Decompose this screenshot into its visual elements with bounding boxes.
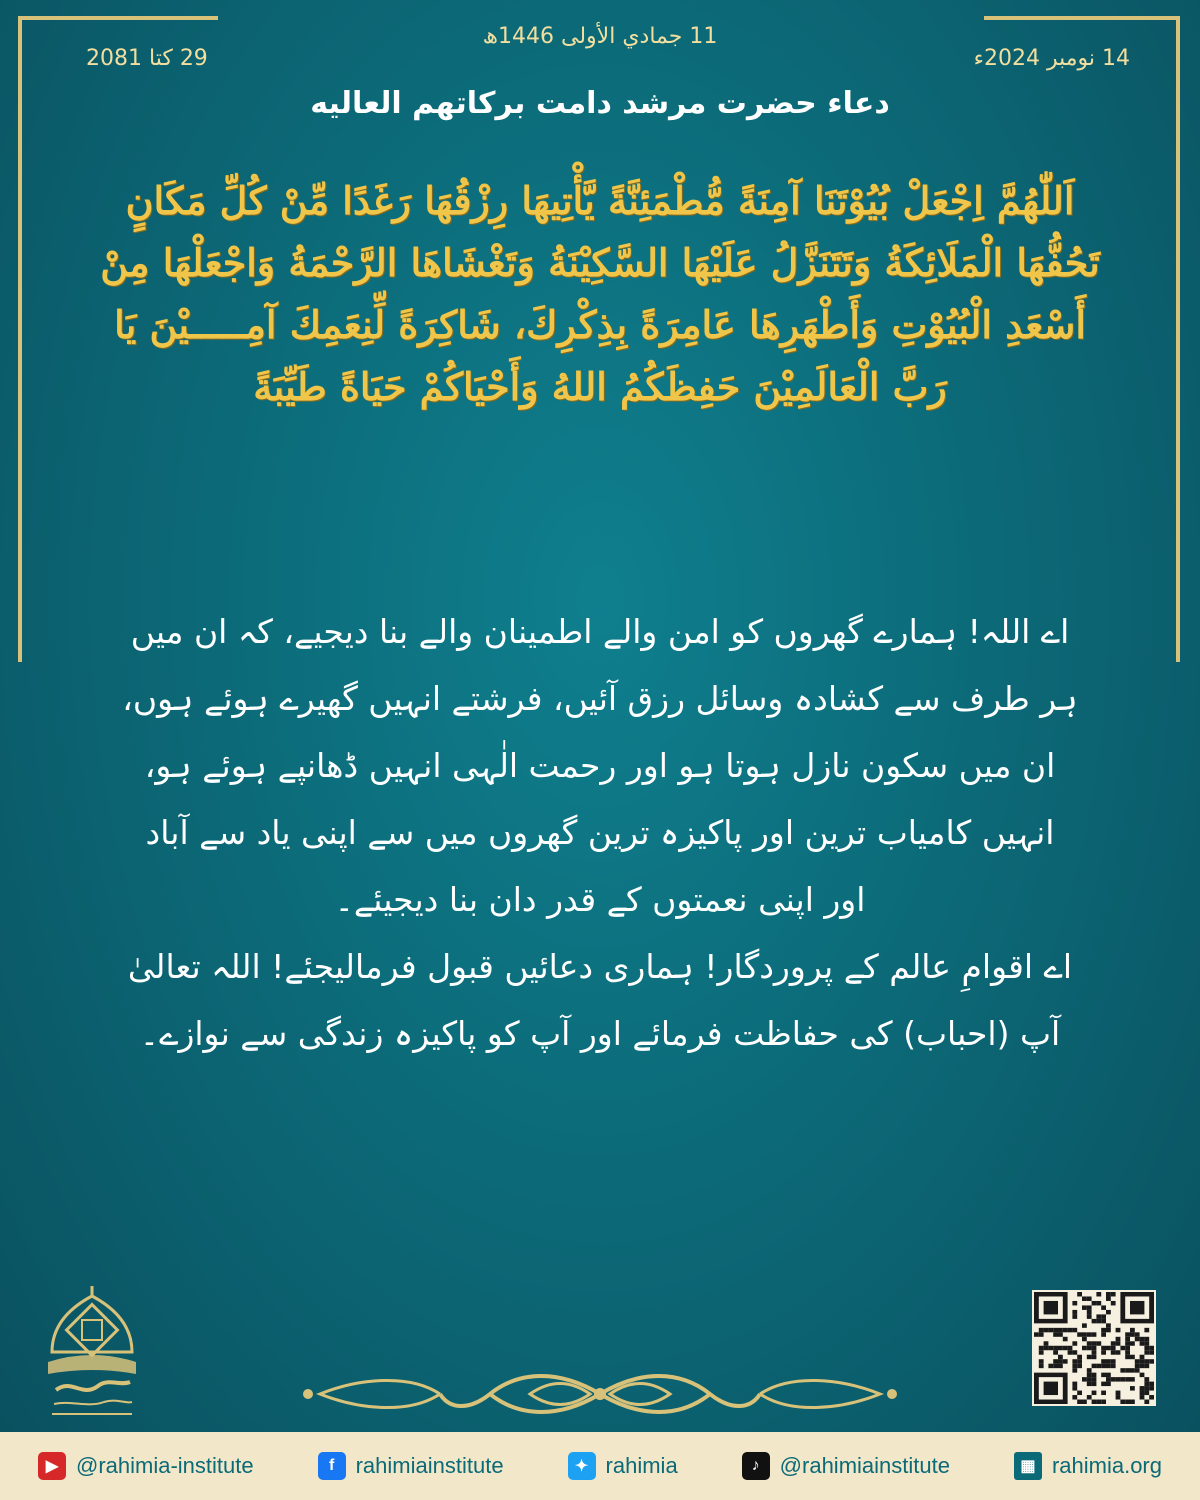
social-footer: [0, 1432, 1200, 1500]
frame-top-right: [984, 16, 1180, 20]
website-handle: rahimia.org: [1051, 1453, 1162, 1478]
twitter-link[interactable]: [568, 1452, 678, 1480]
gregorian-date: 14 نومبر 2024ء: [973, 46, 1130, 71]
rahimia-emblem-icon: [42, 1282, 142, 1432]
bikrami-date: 29 کتا 2081: [86, 46, 208, 71]
facebook-icon: f: [318, 1452, 346, 1480]
urdu-translation: [120, 598, 1080, 1067]
website-link[interactable]: [1014, 1452, 1162, 1480]
facebook-handle: rahimiainstitute: [355, 1453, 504, 1478]
tiktok-handle: @rahimiainstitute: [779, 1453, 950, 1478]
website-icon: ▦: [1014, 1452, 1042, 1480]
ornament-divider-icon: [300, 1366, 900, 1422]
arabic-prayer: اَللّٰهُمَّ اِجْعَلْ بُيُوْتَنَا آمِنَةً مُّطْمَئِنَّةً يَّأْتِيهَا رِزْقُهَا رَغَدًا مِّنْ كُلِّ مَكَانٍ تَحُفُّهَا الْمَلَائِكَةُ وَتَتَنَزَّلُ عَلَيْهَا السَّكِيْنَةُ وَتَغْشَاهَا الرَّحْمَةُ وَاجْعَلْهَا مِنْ أَسْعَدِ الْبُيُوْتِ وَأَطْهَرِهَا عَامِرَةً بِذِكْرِكَ، شَاكِرَةً لِّنِعَمِكَ آمِـــــيْنَ يَا رَبَّ الْعَالَمِيْنَ حَفِظَكُمُ اللهُ وَأَحْيَاكُمْ حَيَاةً طَيِّبَةً: [100, 178, 1100, 409]
page-title: دعاء حضرت مرشد دامت برکاتهم العالیه: [310, 86, 890, 121]
twitter-icon: ✦: [568, 1452, 596, 1480]
twitter-handle: rahimia: [605, 1453, 678, 1478]
tiktok-link[interactable]: [742, 1452, 950, 1480]
tiktok-icon: ♪: [742, 1452, 770, 1480]
qr-code-icon[interactable]: [1032, 1290, 1156, 1406]
urdu-paragraph-2: اے اقوامِ عالم کے پروردگار! ہماری دعائیں قبول فرمالیجئے! اللہ تعالیٰ آپ (احباب) کی حفاظت فرمائے اور آپ کو پاکیزہ زندگی سے نوازے۔: [127, 947, 1073, 1053]
hijri-date: 11 جمادي الأولى 1446ھ: [482, 24, 718, 49]
facebook-link[interactable]: [318, 1452, 504, 1480]
urdu-paragraph-1: اے اللہ! ہمارے گھروں کو امن والے اطمینان والے بنا دیجیے، کہ ان میں ہر طرف سے کشادہ وسائل رزق آئیں، فرشتے انہیں گھیرے ہوئے ہوں، ان میں سکون نازل ہوتا ہو اور رحمت الٰہی انہیں ڈھانپے ہوئے ہو، انہیں کامیاب ترین اور پاکیزہ ترین گھروں میں سے اپنی یاد سے آباد اور اپنی نعمتوں کے قدر دان بنا دیجیئے۔: [122, 612, 1078, 919]
youtube-handle: @rahimia-institute: [76, 1453, 254, 1478]
youtube-link[interactable]: [38, 1452, 254, 1480]
frame-top-left: [18, 16, 218, 20]
youtube-icon: ▶: [38, 1452, 66, 1480]
